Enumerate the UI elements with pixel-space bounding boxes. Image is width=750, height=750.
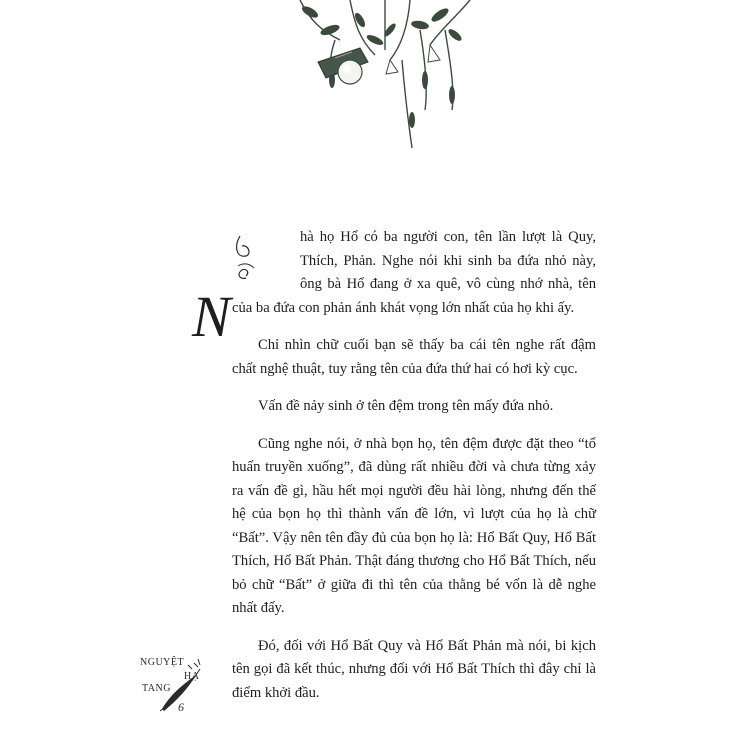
publisher-logo (140, 655, 210, 717)
logo-word-3: TANG (142, 683, 171, 694)
paragraph-5: Đó, đối với Hổ Bất Quy và Hổ Bất Phản mà nói, bi kịch tên gọi đã kết thúc, nhưng đối với Hổ Bất Thích thì đây chỉ là điểm khởi đầu. (232, 637, 596, 701)
hanging-foliage-illustration (290, 0, 480, 150)
drop-cap (192, 228, 294, 349)
drop-cap-letter: N (192, 284, 231, 349)
logo-word-1: NGUYỆT (140, 657, 185, 668)
page-number: 6 (178, 700, 184, 714)
paragraph-4: Cũng nghe nói, ở nhà bọn họ, tên đệm được đặt theo “tổ huấn truyền xuống”, đã dùng rất nhiều đời và chưa từng xảy ra vấn đề gì, hầu hết mọi người đều hài lòng, nhưng đến thế hệ của bọn họ thì thành vấn đề lớn, vì lượt của họ là chữ “Bất”. Vậy nên tên đầy đủ của bọn họ là: Hổ Bất Quy, Hổ Bất Thích, Hổ Bất Phản. Thật đáng thương cho Hổ Bất Thích, nếu bỏ chữ “Bất” ở giữa đi thì tên của thằng bé vốn là dễ nghe nhất đấy. (232, 435, 596, 616)
drop-cap-flourish-icon (232, 228, 294, 288)
logo-word-2: HẠ (184, 671, 200, 682)
feather-quill-icon (140, 655, 210, 717)
paragraph-3: Vấn đề nảy sinh ở tên đệm trong tên mấy đứa nhỏ. (258, 398, 554, 414)
paragraph-2: Chỉ nhìn chữ cuối bạn sẽ thấy ba cái tên nghe rất đậm chất nghệ thuật, tuy rằng tên của đứa thứ hai có hơi kỳ cục. (232, 337, 596, 377)
paragraph-1 (192, 226, 596, 349)
paragraph-1-text: hà họ Hổ có ba người con, tên lần lượt là Quy, Thích, Phản. Nghe nói khi sinh ba đứa nhỏ này, ông bà Hổ đang ở xa quê, vô cùng nhớ nhà, tên của ba đứa con phản ánh khát vọng lớn nhất của họ khi ấy. (232, 229, 596, 316)
